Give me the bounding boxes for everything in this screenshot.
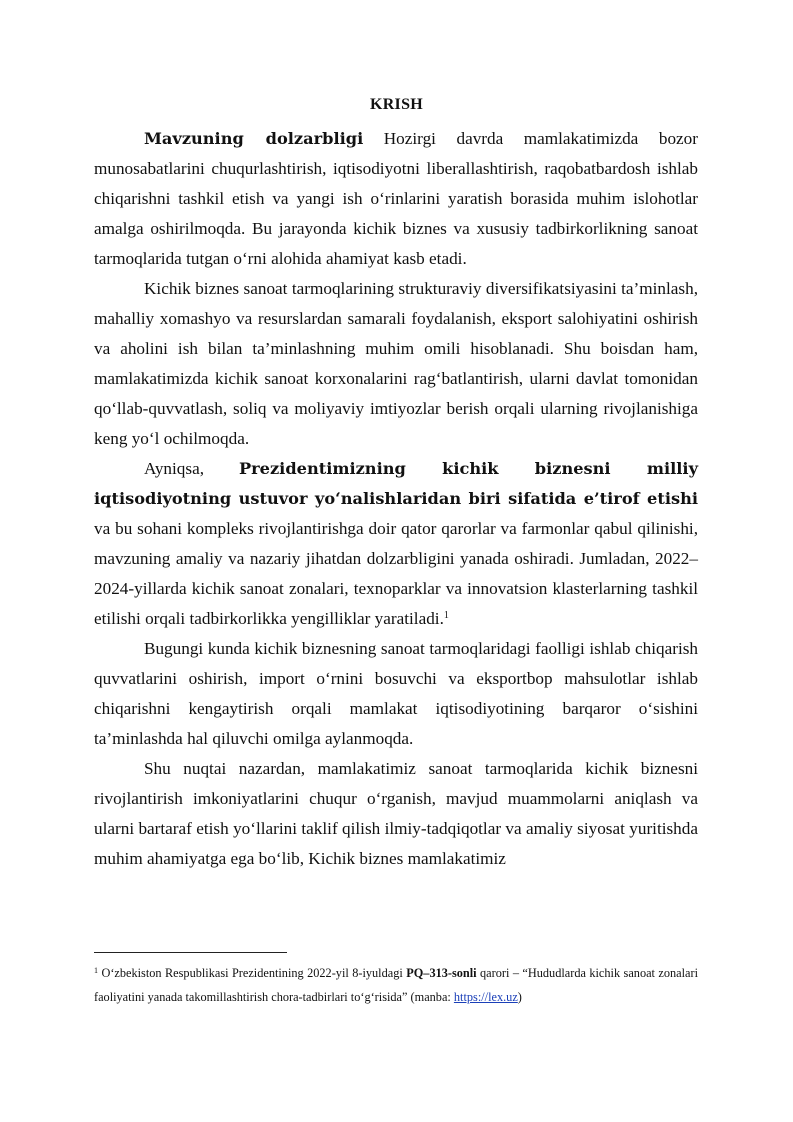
footnote-text: qarori – “Hududlarda kichik sanoat zonalari faoliyatini yanada takomillashtirish chora-tadbirlari to‘g‘risida” (manba: bbox=[94, 966, 699, 1004]
footnote-text: O‘zbekiston Respublikasi Prezidentining 2022-yil 8-iyuldagi bbox=[98, 966, 407, 980]
paragraph-relevance bbox=[94, 124, 698, 274]
footnote-closing: ) bbox=[517, 990, 522, 1004]
paragraph-small-business bbox=[94, 274, 698, 454]
paragraph-today bbox=[94, 634, 698, 754]
section-heading: KRISH bbox=[369, 96, 424, 113]
body-text bbox=[94, 124, 698, 874]
president-bold-phrase: Prezidentimizning kichik biznesni milliy iqtisodiyotning ustuvor yo‘nalishlaridan biri sifatida e’tirof etishi bbox=[94, 459, 698, 508]
footnote bbox=[94, 961, 698, 1009]
paragraph-text: va bu sohani kompleks rivojlantirishga doir qator qarorlar va farmonlar qabul qilinishi, mavzuning amaliy va nazariy jihatdan dolzarbligini yanada oshiradi. Jumladan, 2022–2024-yillarda kichik sanoat zonalari, texnoparklar va innovatsion klasterlarning tashkil etilishi orqali tadbirkorlikka yengilliklar yaratiladi. bbox=[94, 519, 698, 628]
footnote-divider bbox=[94, 952, 287, 953]
source-link[interactable]: https://lex.uz bbox=[453, 990, 518, 1004]
paragraph-text: Ayniqsa, bbox=[144, 459, 239, 478]
paragraph-president bbox=[94, 454, 698, 634]
paragraph-perspective bbox=[94, 754, 698, 874]
relevance-bold-lead: Mavzuning dolzarbligi bbox=[144, 129, 364, 148]
footnote-number: 1 bbox=[94, 966, 98, 975]
paragraph-text: Hozirgi davrda mamlakatimizda bozor munosabatlarini chuqurlashtirish, iqtisodiyotni liberallashtirish, raqobatbardosh ishlab chiqarishni tashkil etish va yangi ish o‘rinlarini yaratish borasida muhim islohotlar amalga oshirilmoqda. Bu jarayonda kichik biznes va xususiy tadbirkorlikning sanoat tarmoqlarida tutgan o‘rni alohida ahamiyat kasb etadi. bbox=[94, 129, 698, 268]
paragraph-text: Shu nuqtai nazardan, mamlakatimiz sanoat tarmoqlarida kichik biznesni rivojlantirish imkoniyatlarini chuqur o‘rganish, mavjud muammolarni aniqlash va ularni bartaraf etish yo‘llarini taklif qilish ilmiy-tadqiqotlar va amaliy siyosat yuritishda muhim ahamiyatga ega bo‘lib, Kichik biznes mamlakatimiz bbox=[94, 759, 698, 868]
paragraph-text: Kichik biznes sanoat tarmoqlarining strukturaviy diversifikatsiyasini ta’minlash, mahalliy xomashyo va resurslardan samarali foydalanish, eksport salohiyatini oshirish va aholini ish bilan ta’minlashning muhim omili hisoblanadi. Shu boisdan ham, mamlakatimizda kichik sanoat korxonalarini rag‘batlantirish, ularni davlat tomonidan qo‘llab-quvvatlash, soliq va moliyaviy imtiyozlar berish orqali ularning rivojlanishiga keng yo‘l ochilmoqda. bbox=[94, 279, 698, 448]
paragraph-text: Bugungi kunda kichik biznesning sanoat tarmoqlaridagi faolligi ishlab chiqarish quvvatlarini oshirish, import o‘rnini bosuvchi va eksportbop mahsulotlar ishlab chiqarishni kengaytirish orqali mamlakat iqtisodiyotining barqaror o‘sishini ta’minlashda hal qiluvchi omilga aylanmoqda. bbox=[94, 639, 698, 748]
footnote-reference[interactable]: 1 bbox=[443, 610, 449, 621]
footnote-bold: PQ–313-sonli bbox=[406, 966, 477, 980]
